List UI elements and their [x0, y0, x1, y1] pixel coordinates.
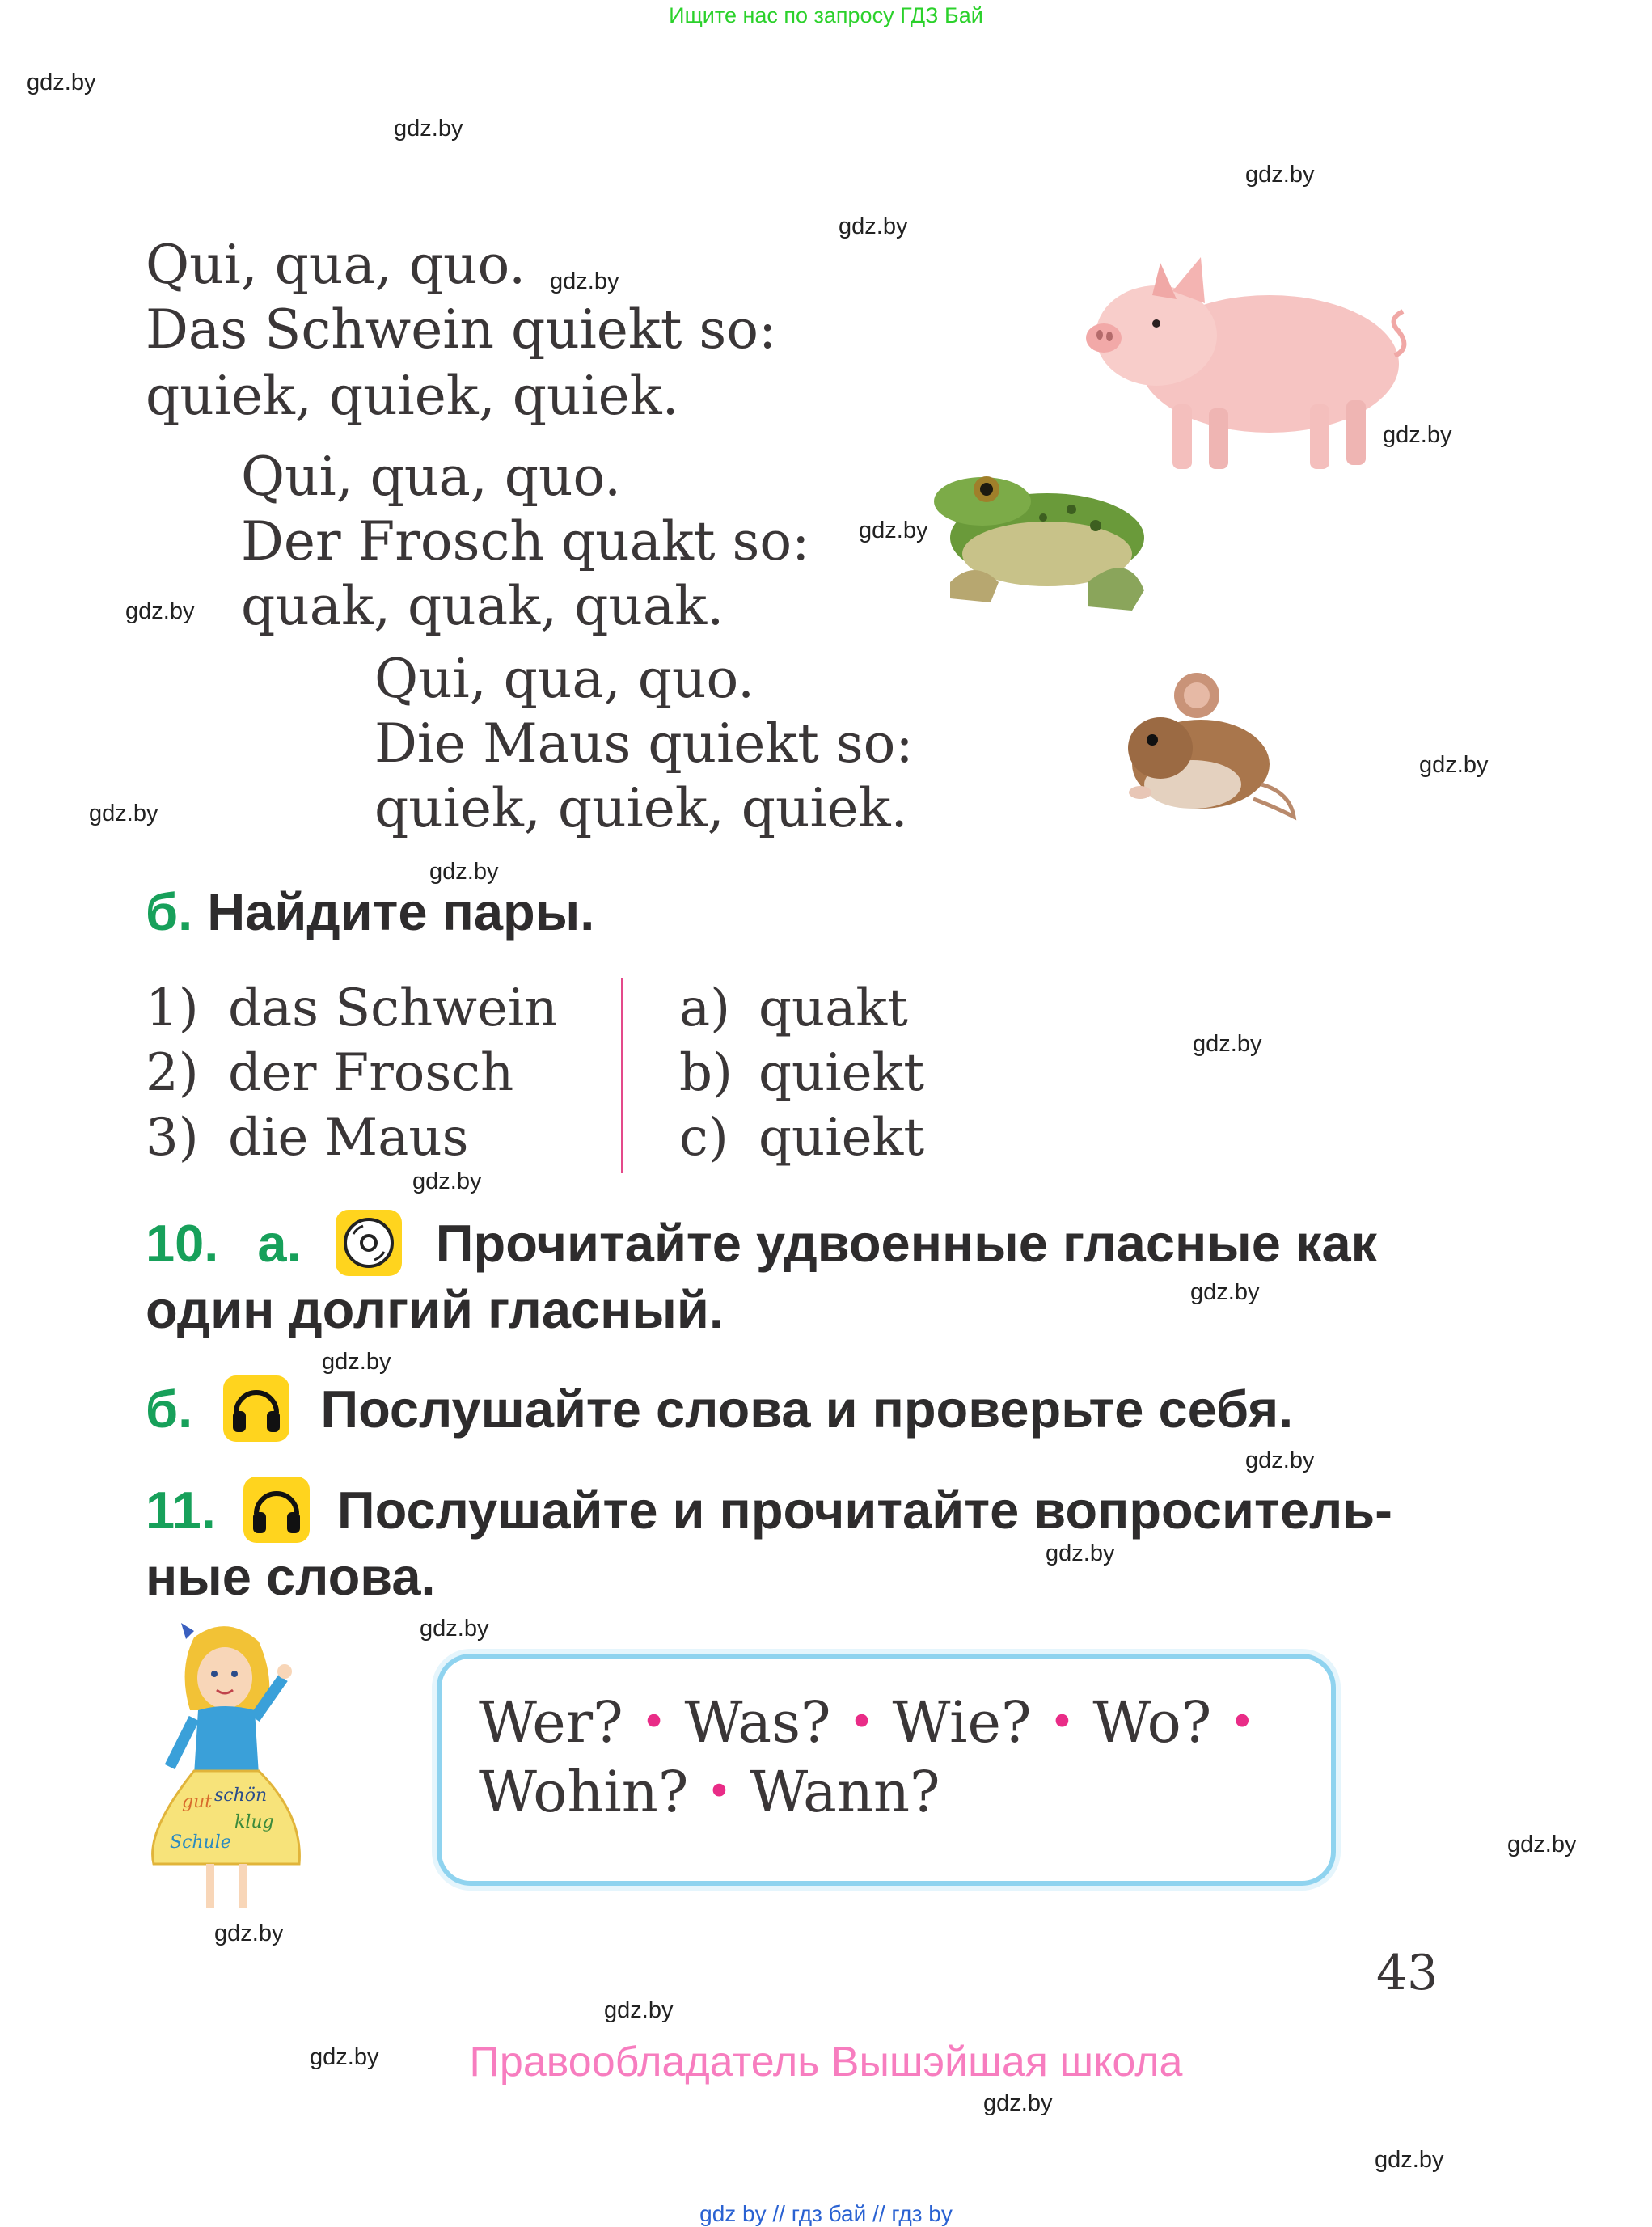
watermark: gdz.by — [322, 1349, 391, 1375]
watermark: gdz.by — [859, 518, 928, 543]
watermark: gdz.by — [1046, 1540, 1115, 1566]
pair-left-word: der Frosch — [228, 1043, 514, 1103]
watermark: gdz.by — [1245, 162, 1315, 188]
pair-right-word: quakt — [758, 978, 908, 1038]
skirt-word: gut — [182, 1792, 213, 1812]
separator-dot: • — [640, 1697, 667, 1747]
task10-a-line2: один долгий гласный. — [146, 1280, 724, 1339]
pair-right-word: quiekt — [758, 1108, 925, 1168]
skirt-word: Schule — [170, 1832, 231, 1853]
pair-left-number: 2) — [146, 1043, 199, 1103]
poem-line: quiek, quiek, quiek. — [374, 777, 908, 839]
disc-icon[interactable] — [336, 1210, 402, 1276]
watermark: gdz.by — [550, 268, 619, 294]
poem-line: Qui, qua, quo. — [374, 648, 755, 710]
watermark: gdz.by — [604, 1997, 674, 2023]
task-letter: а. — [257, 1214, 302, 1273]
question-word: Wo? — [1092, 1689, 1212, 1756]
skirt-word: schön — [214, 1785, 268, 1806]
watermark: gdz.by — [420, 1616, 489, 1642]
mouse-illustration — [1112, 671, 1298, 825]
question-word: Was? — [684, 1689, 831, 1756]
poem-line: Die Maus quiekt so: — [374, 712, 914, 775]
watermark: gdz.by — [394, 116, 463, 142]
question-word: Wohin? — [479, 1759, 689, 1825]
pairs-divider — [621, 978, 623, 1173]
task-number: 10. — [146, 1214, 219, 1273]
skirt-word: klug — [234, 1812, 274, 1832]
girl-illustration — [146, 1621, 307, 1925]
headphones-icon[interactable] — [243, 1477, 310, 1543]
task-b-pairs — [146, 881, 594, 942]
task11 — [146, 1480, 1392, 1548]
separator-dot: • — [848, 1697, 875, 1747]
separator-dot: • — [1049, 1697, 1075, 1747]
task-text: Послушайте слова и проверьте себя. — [320, 1380, 1294, 1439]
pair-right-letter: a) — [679, 978, 731, 1038]
watermark: gdz.by — [1245, 1447, 1315, 1473]
watermark: gdz.by — [125, 598, 195, 624]
task-text: Прочитайте удвоенные гласные как — [435, 1214, 1378, 1273]
pig-illustration — [1067, 243, 1407, 477]
question-word: Wie? — [892, 1689, 1032, 1756]
question-words — [479, 1690, 1273, 1829]
watermark: gdz.by — [310, 2044, 379, 2070]
pair-left-word: das Schwein — [228, 978, 558, 1038]
watermark: gdz.by — [1419, 752, 1489, 778]
task-letter: б. — [146, 1380, 193, 1439]
poem-line: Qui, qua, quo. — [146, 234, 526, 296]
poem-line: Qui, qua, quo. — [241, 446, 622, 508]
watermark: gdz.by — [839, 213, 908, 239]
poem-line: quak, quak, quak. — [241, 575, 725, 637]
poem-line: Das Schwein quiekt so: — [146, 298, 777, 361]
watermark: gdz.by — [429, 859, 499, 885]
page-number: 43 — [1376, 1945, 1439, 2001]
task-text: Послушайте и прочитайте вопроситель- — [336, 1481, 1392, 1540]
headphones-icon[interactable] — [223, 1376, 289, 1442]
question-word: Wer? — [479, 1689, 623, 1756]
top-banner[interactable]: Ищите нас по запросу ГДЗ Бай — [669, 3, 983, 27]
watermark: gdz.by — [983, 2090, 1053, 2116]
pair-right-letter: b) — [679, 1043, 733, 1103]
watermark: gdz.by — [27, 70, 96, 95]
footer-links[interactable]: gdz by // гдз бай // гдз by — [699, 2201, 953, 2226]
separator-dot: • — [706, 1766, 733, 1817]
task-number: 11. — [146, 1481, 216, 1540]
task11-line2: ные слова. — [146, 1547, 436, 1606]
poem-line: Der Frosch quakt so: — [241, 510, 810, 573]
copyright-notice: Правообладатель Вышэйшая школа — [469, 2039, 1183, 2085]
pair-right-letter: c) — [679, 1108, 729, 1168]
watermark: gdz.by — [1190, 1279, 1260, 1305]
task-letter: б. — [146, 882, 193, 941]
watermark: gdz.by — [1383, 422, 1452, 448]
frog-illustration — [926, 461, 1152, 615]
pair-left-number: 1) — [146, 978, 199, 1038]
question-word: Wann? — [750, 1759, 940, 1825]
separator-dot: • — [1229, 1697, 1256, 1747]
watermark: gdz.by — [1193, 1031, 1262, 1057]
watermark: gdz.by — [412, 1168, 482, 1194]
task-text: Найдите пары. — [207, 882, 595, 941]
pair-left-word: die Maus — [228, 1108, 469, 1168]
watermark: gdz.by — [89, 801, 158, 826]
task10-b — [146, 1379, 1293, 1447]
pair-left-number: 3) — [146, 1108, 199, 1168]
watermark: gdz.by — [214, 1921, 284, 1946]
watermark: gdz.by — [1375, 2147, 1444, 2173]
task10-a — [146, 1213, 1377, 1281]
pair-right-word: quiekt — [758, 1043, 925, 1103]
watermark: gdz.by — [1507, 1832, 1577, 1857]
poem-line: quiek, quiek, quiek. — [146, 365, 679, 427]
